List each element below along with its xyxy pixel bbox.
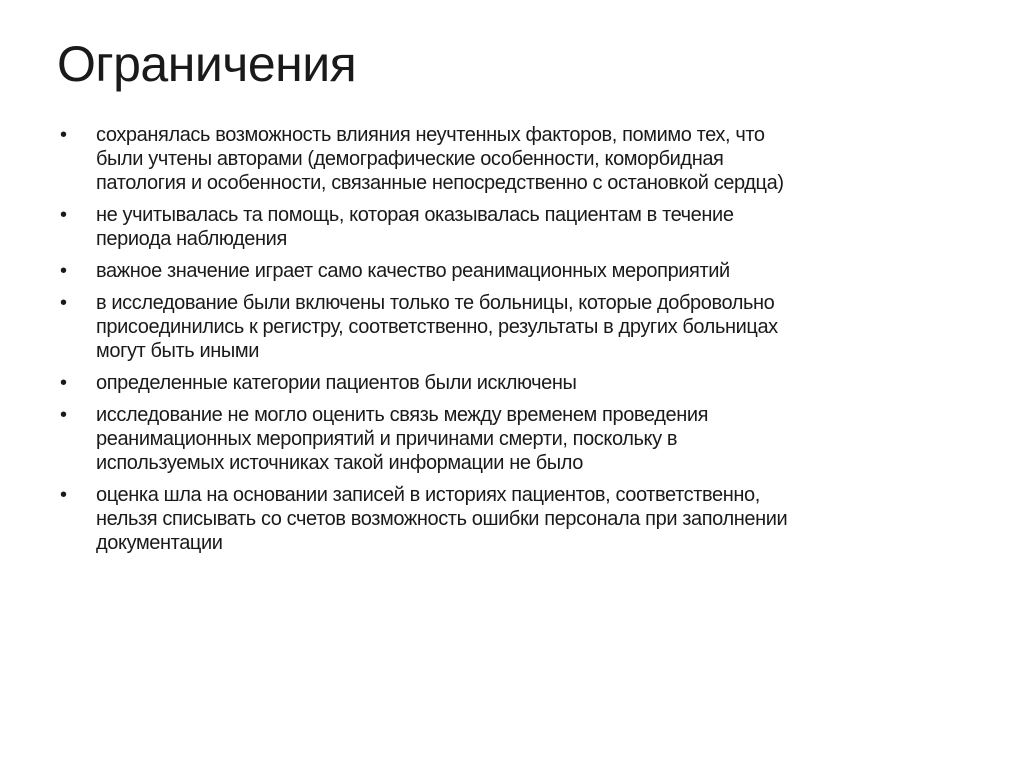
list-item — [60, 259, 787, 283]
list-item — [60, 291, 787, 363]
bullet-icon: • — [60, 260, 68, 282]
bullet-icon: • — [60, 484, 68, 506]
bullet-text-line: определенные категории пациентов были исключены — [96, 372, 577, 394]
bullet-icon: • — [60, 292, 68, 314]
bullet-icon: • — [60, 204, 68, 226]
bullet-icon: • — [60, 372, 68, 394]
bullet-text-line: могут быть иными — [96, 340, 259, 362]
bullet-text-line: сохранялась возможность влияния неучтенных факторов, помимо тех, что — [96, 124, 765, 146]
bullet-text-line: присоединились к регистру, соответственно, результаты в других больницах — [96, 316, 778, 338]
bullet-text-line: патология и особенности, связанные непосредственно с остановкой сердца) — [96, 172, 784, 194]
bullet-text-line: не учитывалась та помощь, которая оказывалась пациентам в течение — [96, 204, 734, 226]
list-item — [60, 203, 787, 251]
list-item — [60, 403, 787, 475]
list-item — [60, 123, 787, 195]
list-item — [60, 371, 787, 395]
bullet-list — [60, 123, 787, 563]
bullet-text-line: нельзя списывать со счетов возможность ошибки персонала при заполнении — [96, 508, 788, 530]
bullet-icon: • — [60, 404, 68, 426]
bullet-text-line: оценка шла на основании записей в историях пациентов, соответственно, — [96, 484, 760, 506]
bullet-text-line: исследование не могло оценить связь между временем проведения — [96, 404, 709, 426]
bullet-text-line: периода наблюдения — [96, 228, 287, 250]
bullet-text-line: реанимационных мероприятий и причинами смерти, поскольку в — [96, 428, 678, 450]
bullet-text-line: были учтены авторами (демографические особенности, коморбидная — [96, 148, 724, 170]
bullet-text-line: в исследование были включены только те больницы, которые добровольно — [96, 292, 775, 314]
slide-title: Ограничения — [57, 36, 357, 92]
bullet-text-line: важное значение играет само качество реанимационных мероприятий — [96, 260, 730, 282]
list-item — [60, 483, 787, 555]
bullet-icon: • — [60, 124, 68, 146]
bullet-text-line: используемых источниках такой информации не было — [96, 452, 584, 474]
bullet-text-line: документации — [96, 532, 223, 554]
